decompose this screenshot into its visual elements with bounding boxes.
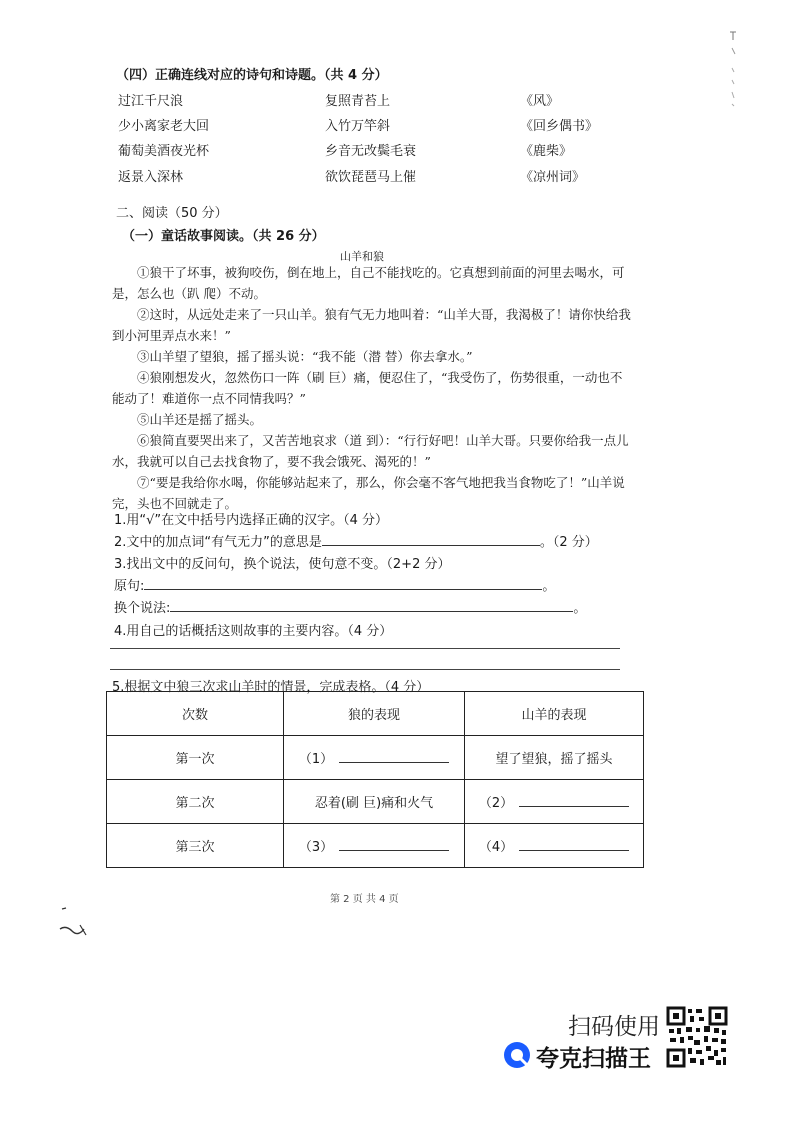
question-3-original	[114, 575, 555, 594]
table-row	[107, 736, 644, 780]
question-2-score: 。（2 分）	[539, 535, 598, 550]
question-3-rewrite	[114, 597, 586, 616]
answer-blank[interactable]	[339, 750, 449, 763]
question-2-answer-blank[interactable]	[322, 531, 540, 546]
table-cell[interactable]	[284, 824, 465, 868]
poem-line[interactable]: 返景入深林	[118, 170, 184, 185]
poem-line[interactable]: 葡萄美酒夜光杯	[118, 144, 210, 159]
table-cell: 第一次	[107, 736, 284, 780]
poem-title[interactable]: 《鹿柴》	[520, 144, 573, 159]
poem-title[interactable]: 《凉州词》	[520, 170, 586, 185]
table-row	[107, 824, 644, 868]
rewrite-label: 换个说法:	[114, 601, 171, 616]
table-cell: 第二次	[107, 780, 284, 824]
rewrite-end: 。	[573, 601, 587, 616]
story-paragraph: ①狼干了坏事，被狗咬伤，倒在地上，自己不能找吃的。它真想到前面的河里去喝水，可是，怎么也（趴 爬）不动。	[112, 265, 625, 301]
blank-label: （3）	[298, 840, 334, 855]
table-header: 狼的表现	[284, 692, 465, 736]
poem-title[interactable]: 《回乡偶书》	[520, 119, 599, 134]
pencil-mark-icon	[56, 905, 96, 941]
story-paragraph: ③山羊望了望狼，摇了摇头说：“我不能（潜 替）你去拿水。”	[137, 349, 473, 364]
blank-label: （4）	[478, 840, 514, 855]
poem-line[interactable]: 入竹万竿斜	[325, 119, 391, 134]
poem-title[interactable]: 《风》	[520, 94, 560, 109]
poem-line[interactable]: 过江千尺浪	[118, 94, 184, 109]
poem-line[interactable]: 复照青苔上	[325, 94, 391, 109]
story-paragraph: ④狼刚想发火，忽然伤口一阵（刷 巨）痛，便忍住了，“我受伤了，伤势很重，一动也不能动了！难道你一点不同情我吗？”	[112, 370, 623, 406]
original-sentence-blank[interactable]	[144, 575, 542, 590]
qr-code-icon[interactable]	[666, 1006, 728, 1068]
story-paragraph: ⑦“要是我给你水喝，你能够站起来了，那么，你会毫不客气地把我当食物吃了！”山羊说完，头也不回就走了。	[112, 475, 625, 511]
original-end: 。	[542, 579, 556, 594]
answer-line[interactable]	[110, 669, 620, 670]
answer-blank[interactable]	[519, 794, 629, 807]
table-cell[interactable]	[284, 736, 465, 780]
table-cell: 望了望狼，摇了摇头	[465, 736, 644, 780]
story-title: 山羊和狼	[340, 250, 384, 263]
question-4: 4.用自己的话概括这则故事的主要内容。（4 分）	[114, 624, 393, 639]
table-cell[interactable]	[465, 780, 644, 824]
poem-line[interactable]: 少小离家老大回	[118, 119, 210, 134]
answer-line[interactable]	[110, 648, 620, 649]
poem-line[interactable]: 乡音无改鬓毛衰	[325, 144, 417, 159]
question-3: 3.找出文中的反问句，换个说法，使句意不变。（2+2 分）	[114, 557, 451, 572]
scan-to-use-label: 扫码使用	[568, 1014, 660, 1040]
edge-mark-icon	[726, 28, 742, 108]
question-2-prompt: 2.文中的加点词“有气无力”的意思是	[114, 535, 322, 550]
story-paragraph: ⑤山羊还是摇了摇头。	[137, 412, 263, 427]
answer-table	[106, 691, 644, 868]
story-paragraph: ⑥狼简直要哭出来了，又苦苦地哀求（道 到）：“行行好吧！山羊大哥。只要你给我一点儿水，我就可以自己去找食物了，要不我会饿死、渴死的！”	[112, 433, 629, 469]
answer-blank[interactable]	[339, 838, 449, 851]
table-header: 次数	[107, 692, 284, 736]
story-body	[112, 262, 632, 514]
original-label: 原句:	[114, 579, 145, 594]
table-cell[interactable]	[465, 824, 644, 868]
question-5: 5.根据文中狼三次求山羊时的情景，完成表格。（4 分）	[112, 680, 430, 695]
rewrite-sentence-blank[interactable]	[170, 597, 573, 612]
brand-logo-icon	[503, 1041, 531, 1069]
blank-label: （1）	[298, 752, 334, 767]
reading-subtitle: （一）童话故事阅读。（共 26 分）	[122, 229, 325, 244]
table-row	[107, 780, 644, 824]
table-cell: 第三次	[107, 824, 284, 868]
table-header: 山羊的表现	[465, 692, 644, 736]
answer-blank[interactable]	[519, 838, 629, 851]
poem-line[interactable]: 欲饮琵琶马上催	[325, 170, 417, 185]
question-1: 1.用“√”在文中括号内选择正确的汉字。（4 分）	[114, 513, 389, 528]
brand-name: 夸克扫描王	[536, 1046, 651, 1072]
reading-title: 二、阅读（50 分）	[116, 206, 228, 221]
story-paragraph: ②这时，从远处走来了一只山羊。狼有气无力地叫着：“山羊大哥，我渴极了！请你快给我到小河里弄点水来！”	[112, 307, 631, 343]
table-header-row	[107, 692, 644, 736]
section4-title: （四）正确连线对应的诗句和诗题。（共 4 分）	[116, 68, 388, 83]
blank-label: （2）	[478, 796, 514, 811]
table-cell: 忍着(刷 巨)痛和火气	[284, 780, 465, 824]
question-2	[114, 531, 598, 550]
page-number: 第 2 页 共 4 页	[330, 894, 399, 905]
